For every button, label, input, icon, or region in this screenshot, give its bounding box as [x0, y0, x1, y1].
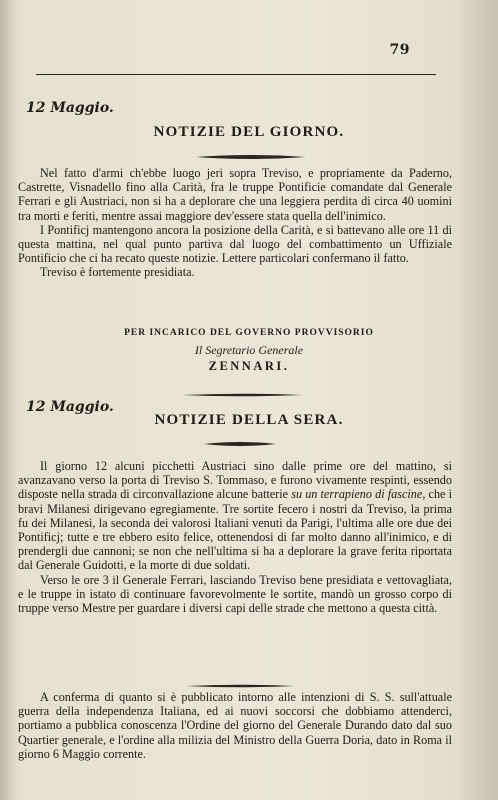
- page-edge-shadow: [452, 0, 498, 800]
- section2-title-ornament: [204, 441, 276, 447]
- section-divider-1: [182, 382, 302, 386]
- section-divider-2: [186, 673, 294, 677]
- section2-paragraph-1-end: che i bravi Milanesi dirigevano egregiamente. Tre sortite fecero i nostri da Treviso, la prima fu dei Milanesi, la seconda dei valorosi Italiani venuti da Parigi, l'ultima alle ore due dei Pontificj; tutte e tre ebbero esito felice, ottenendosi di far molto danno all'inimico, e di prendergli due cannoni; se non che nell'ultima si ha a deplorare la grave ferita riportata dal Generale Guidotti, e la morte di due soldati.: [18, 487, 452, 573]
- section1-paragraph-1: Nel fatto d'armi ch'ebbe luogo jeri sopra Treviso, e propriamente da Paderno, Castrette, Visnadello fino alla Carità, fra le truppe Pontificie comandate dal Generale Ferrari e gli Austriaci, non si ha a deplorare che una leggiera perdita di circa 40 uomini tra morti e feriti, mentre assai maggiore dev'essere stata quella dell'inimico.: [18, 166, 452, 223]
- section1-title-ornament: [196, 154, 306, 160]
- signature-name: ZENNARI.: [208, 359, 290, 373]
- section1-paragraph-3: Treviso è fortemente presidiata.: [40, 265, 195, 280]
- section2-paragraph-1-italic: su un terrapieno di fascine,: [291, 487, 426, 502]
- header-rule: [36, 74, 436, 75]
- section2-body: [18, 459, 452, 615]
- section2-title: NOTIZIE DELLA SERA.: [154, 412, 344, 428]
- section1-date: 12 Maggio.: [26, 100, 114, 116]
- signature-authority: PER INCARICO DEL GOVERNO PROVVISORIO: [124, 328, 374, 338]
- section2-date: 12 Maggio.: [26, 399, 114, 415]
- page-number: 79: [389, 42, 410, 58]
- section1-paragraph-2: I Pontificj mantengono ancora la posizione della Carità, e si battevano alle ore 11 di questa mattina, nel qual punto partiva dal luogo del combattimento un Uffiziale Pontificio che ci ha recato queste notizie. Lettere particolari confermano il fatto.: [18, 222, 452, 266]
- section3-body: [18, 690, 452, 761]
- signature-role: Il Segretario Generale: [194, 343, 304, 357]
- section1-title: NOTIZIE DEL GIORNO.: [153, 124, 345, 140]
- section2-paragraph-1-start: Il giorno 12 alcuni picchetti Austriaci sino dalle prime ore del mattino, si avanzavano verso la porta di Treviso S. Tommaso, e furono vivamente respinti, essendo disposte nella strada di circonvallazione alcune batterie: [18, 459, 452, 502]
- section3-paragraph: A conferma di quanto si è pubblicato intorno alle intenzioni di S. S. sull'attuale guerra della independenza Italiana, ed ai nuovi soccorsi che dobbiamo attenderci, portiamo a pubblica conoscenza l'Ordine del giorno del Generale Durando dato dal suo Quartier generale, e l'ordine alla milizia del Ministro della Guerra Doria, dato in Roma il giorno 6 Maggio corrente.: [18, 690, 452, 761]
- section1-body: [18, 166, 452, 280]
- section2-paragraph-2: Verso le ore 3 il Generale Ferrari, lasciando Treviso bene presidiata e vettovagliata, e le truppe in istato di continuare favorevolmente le sortite, mandò un grosso corpo di truppe verso Mestre per guardare i diversi capi delle strade che mettono a questa città.: [18, 572, 452, 616]
- section2-paragraph-1: [18, 459, 452, 573]
